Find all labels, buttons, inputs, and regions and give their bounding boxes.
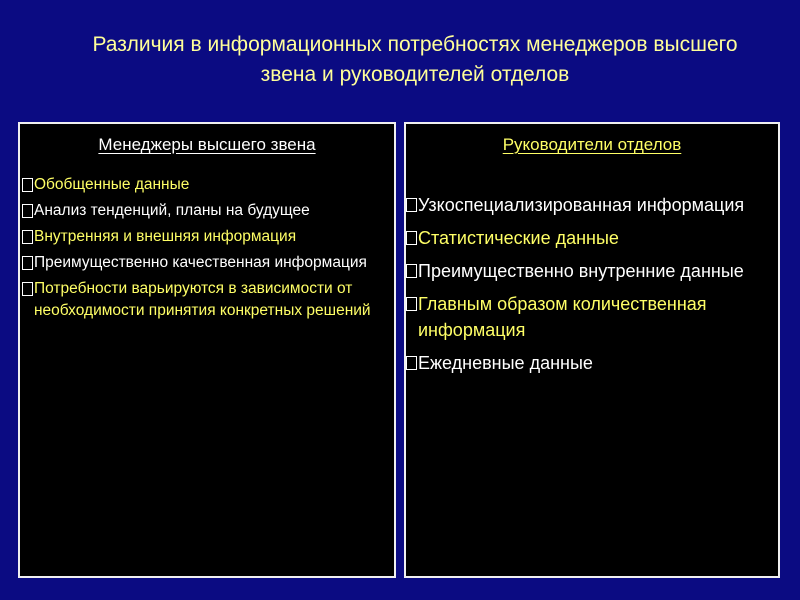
department-heads-header: Руководители отделов (502, 135, 682, 154)
list-item (22, 200, 386, 222)
list-item (406, 192, 768, 218)
list-item (22, 226, 386, 248)
list-item-text: Главным образом количественная информация (418, 294, 707, 340)
list-item-text: Преимущественно качественная информация (34, 254, 367, 271)
list-item-text: Статистические данные (418, 228, 619, 248)
missing-glyph-box-icon (406, 297, 417, 311)
slide-title (40, 30, 790, 90)
list-item-text: Преимущественно внутренние данные (418, 261, 744, 281)
list-item (406, 225, 768, 251)
department-heads-list (406, 192, 778, 376)
list-item (22, 278, 386, 322)
list-item-text: Ежедневные данные (418, 353, 593, 373)
department-heads-panel (404, 122, 780, 578)
list-item (22, 174, 386, 196)
missing-glyph-box-icon (22, 178, 33, 192)
top-managers-list (20, 174, 394, 322)
missing-glyph-box-icon (22, 256, 33, 270)
missing-glyph-box-icon (406, 356, 417, 370)
missing-glyph-box-icon (22, 282, 33, 296)
missing-glyph-box-icon (22, 204, 33, 218)
list-item (406, 258, 768, 284)
missing-glyph-box-icon (406, 231, 417, 245)
top-managers-panel (18, 122, 396, 578)
slide-title-line-1: Различия в информационных потребностях менеджеров высшего (92, 33, 738, 56)
list-item-text: Узкоспециализированная информация (418, 195, 745, 215)
missing-glyph-box-icon (406, 198, 417, 212)
list-item-text: Обобщенные данные (34, 176, 190, 193)
list-item (406, 350, 768, 376)
top-managers-header: Менеджеры высшего звена (98, 135, 316, 154)
list-item-text: Внутренняя и внешняя информация (34, 228, 297, 245)
slide-title-line-2: звена и руководителей отделов (260, 63, 570, 86)
missing-glyph-box-icon (406, 264, 417, 278)
list-item-text: Потребности варьируются в зависимости от необходимости принятия конкретных решений (34, 280, 371, 319)
list-item (22, 252, 386, 274)
missing-glyph-box-icon (22, 230, 33, 244)
list-item-text: Анализ тенденций, планы на будущее (34, 202, 310, 219)
list-item (406, 291, 768, 343)
